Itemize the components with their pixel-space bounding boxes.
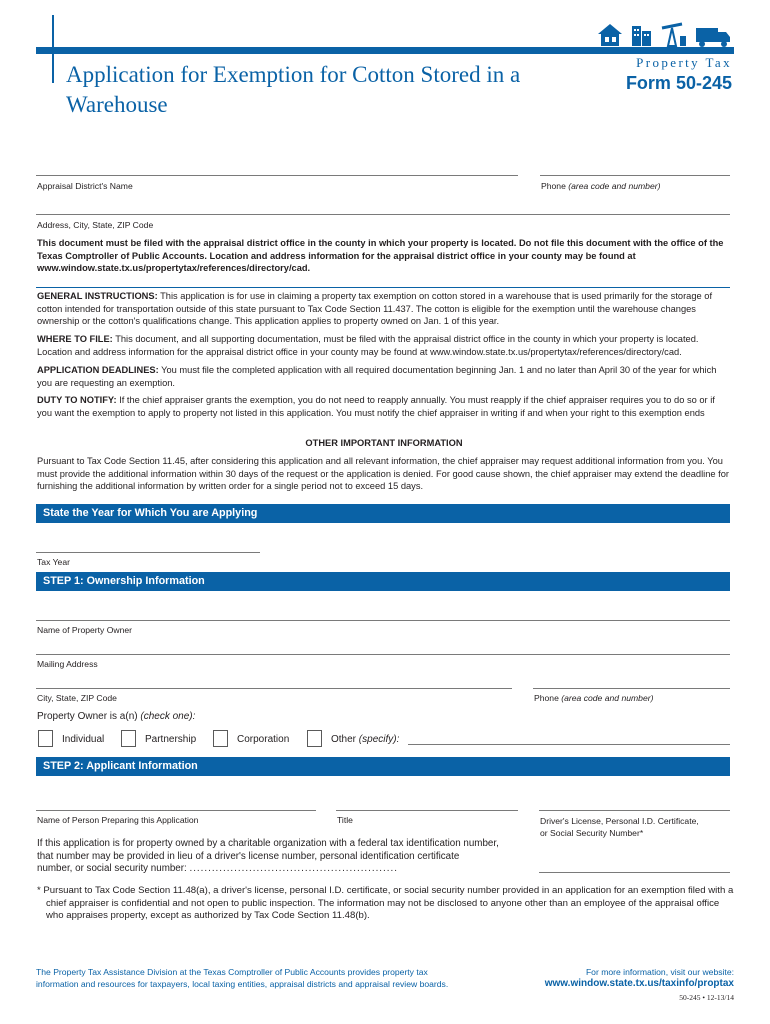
footer-right: For more information, visit our website: www.window.state.tx.us/taxinfo/proptax	[480, 966, 734, 990]
mailing-address-field[interactable]	[36, 654, 730, 655]
other-label: Other (specify):	[331, 734, 400, 745]
dotted-leader: ........................................................	[189, 863, 398, 874]
preparer-name-field[interactable]	[36, 810, 316, 811]
owner-name-field[interactable]	[36, 620, 730, 621]
where-to-file: WHERE TO FILE: This document, and all supporting documentation, must be filed with the appraisal district office in the county in which your property is located. Location and address information for the appraisal district office in your county may be found at www.window.state.tx.us/propertytax/references/directory/cad.	[37, 334, 699, 357]
district-address-label: Address, City, State, ZIP Code	[37, 220, 154, 230]
preparer-title-field[interactable]	[336, 810, 518, 811]
other-specify-field[interactable]	[408, 744, 730, 745]
federal-tax-id-field[interactable]	[539, 872, 730, 873]
partnership-checkbox[interactable]	[121, 730, 136, 747]
step2-heading: STEP 2: Applicant Information	[36, 757, 730, 776]
tax-year-label: Tax Year	[37, 557, 70, 567]
individual-checkbox[interactable]	[38, 730, 53, 747]
corporation-checkbox[interactable]	[213, 730, 228, 747]
website-link[interactable]: www.window.state.tx.us/taxinfo/proptax	[544, 978, 734, 989]
house-icon	[598, 24, 622, 46]
owner-type-prompt: Property Owner is a(n) (check one):	[37, 711, 196, 722]
application-deadlines: APPLICATION DEADLINES: You must file the completed application with all required documentation beginning Jan. 1 and no later than April 30 of the year for which you are requesting an exemption.	[37, 365, 717, 388]
footer-left: The Property Tax Assistance Division at the Texas Comptroller of Public Accounts provides property tax information and resources for taxpayers, local taxing entities, appraisal districts and appraisal review boards.	[36, 967, 449, 989]
tax-year-field[interactable]	[36, 552, 260, 553]
owner-name-label: Name of Property Owner	[37, 625, 133, 635]
appraisal-district-name-label: Appraisal District's Name	[37, 181, 133, 191]
form-title: Application for Exemption for Cotton Stored in a Warehouse	[66, 62, 521, 117]
district-phone-label: Phone (area code and number)	[541, 181, 661, 191]
district-address-field[interactable]	[36, 214, 730, 215]
owner-phone-field[interactable]	[533, 688, 730, 689]
owner-phone-label: Phone (area code and number)	[534, 693, 654, 703]
owner-city-field[interactable]	[36, 688, 512, 689]
divider	[36, 287, 730, 288]
other-info-heading: OTHER IMPORTANT INFORMATION	[305, 438, 463, 448]
truck-icon	[696, 28, 730, 47]
category-label: Property Tax	[636, 55, 732, 70]
appraisal-district-name-field[interactable]	[36, 175, 518, 176]
year-section-heading: State the Year for Which You are Applying	[36, 504, 730, 523]
partnership-label: Partnership	[145, 734, 197, 745]
charity-note: If this application is for property owned by a charitable organization with a federal tax identification number, that number may be provided in lieu of a driver's license number, personal identification certificate number, or social security number: ........................................................	[37, 838, 499, 874]
corporation-label: Corporation	[237, 734, 290, 745]
step1-heading: STEP 1: Ownership Information	[36, 572, 730, 591]
drivers-license-label: Driver's License, Personal I.D. Certificate, or Social Security Number*	[540, 816, 699, 838]
form-number: Form 50-245	[625, 73, 732, 93]
duty-to-notify: DUTY TO NOTIFY: If the chief appraiser grants the exemption, you do not need to reapply annually. You must reapply if the chief appraiser requires you to do so or if you want the exemption to apply to property not listed in this application. You must notify the chief appraiser in writing if and when your right to this exemption ends	[37, 395, 715, 418]
filing-notice: This document must be filed with the appraisal district office in the county in which your property is located. Do not file this document with the office of the Texas Comptroller of Public Accounts. Location and address information for the appraisal district office in your county may be found at www.window.state.tx.us/propertytax/references/directory/cad.	[37, 238, 724, 273]
buildings-icon	[632, 26, 651, 46]
other-info-text: Pursuant to Tax Code Section 11.45, after considering this application and all relevant information, the chief appraiser may request additional information from you. You must provide the additional information within 30 days of the request or the application is denied. For good cause shown, the chief appraiser may extend the deadline for furnishing the additional information by written order for a single period not to exceed 15 days.	[37, 456, 730, 491]
owner-city-label: City, State, ZIP Code	[37, 693, 117, 703]
preparer-name-label: Name of Person Preparing this Application	[37, 815, 199, 825]
oil-pump-icon	[662, 24, 686, 46]
preparer-title-label: Title	[337, 815, 353, 825]
mailing-address-label: Mailing Address	[37, 659, 98, 669]
property-icons	[596, 20, 732, 48]
other-checkbox[interactable]	[307, 730, 322, 747]
form-code: 50-245 • 12-13/14	[679, 993, 734, 1002]
general-instructions: GENERAL INSTRUCTIONS: This application is for use in claiming a property tax exemption on cotton stored in a warehouse that is used primarily for the storage of cotton intended for transportation outside of this state pursuant to Tax Code Section 11.437. The cotton is eligible for the exemption until the warehouse changes ownership or the cotton's qualifications change. This application applies to property owned on Jan. 1 of this year.	[37, 291, 713, 326]
confidentiality-footnote: * Pursuant to Tax Code Section 11.48(a), a driver's license, personal I.D. certificate, or social security number provided in an application for an exemption filed with a chief appraiser is confidential and not open to public inspection. The information may not be disclosed to anyone other than an employee of the appraisal office who appraises property, except as authorized by Tax Code Section 11.48(b).	[37, 885, 734, 921]
drivers-license-field[interactable]	[539, 810, 730, 811]
district-phone-field[interactable]	[540, 175, 730, 176]
header-bar	[36, 47, 734, 54]
individual-label: Individual	[62, 734, 105, 745]
